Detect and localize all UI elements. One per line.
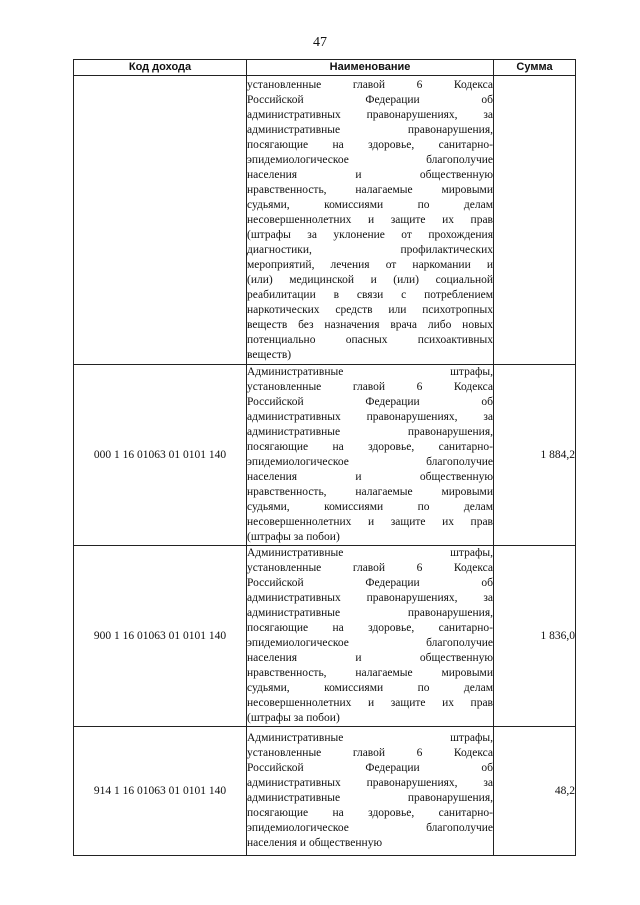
income-amount-cell: 48,2 <box>494 727 576 856</box>
income-amount-cell: 1 836,0 <box>494 546 576 727</box>
income-name-line: наркотических средств или психотропных <box>247 303 493 316</box>
income-name-line: несовершеннолетних и защите их прав <box>247 516 493 528</box>
income-table <box>73 59 576 856</box>
table-row <box>74 76 576 365</box>
income-name-line: населения и общественную <box>247 652 493 664</box>
income-name-line: (штрафы за уклонение от прохождения <box>247 228 493 241</box>
income-name-line: потенциально опасных психоактивных <box>247 333 493 346</box>
income-name-cell <box>247 76 494 365</box>
income-name-line: несовершеннолетних и защите их прав <box>247 213 493 226</box>
income-name-line: населения и общественную <box>247 168 493 181</box>
income-name-line: административных правонарушениях, за <box>247 592 493 604</box>
table-row <box>74 727 576 856</box>
income-amount-cell <box>494 76 576 365</box>
income-name-line: Российской Федерации об <box>247 93 493 106</box>
income-name-line: установленные главой 6 Кодекса <box>247 562 493 574</box>
income-name-line: судьями, комиссиями по делам <box>247 198 493 211</box>
income-name-line: (штрафы за побои) <box>247 531 340 543</box>
income-name-line: Административные штрафы, <box>247 366 493 378</box>
income-name-line: административных правонарушениях, за <box>247 777 493 789</box>
income-name-line: Административные штрафы, <box>247 732 493 744</box>
income-name-line: Российской Федерации об <box>247 577 493 589</box>
income-name-line: судьями, комиссиями по делам <box>247 682 493 694</box>
income-amount-cell: 1 884,2 <box>494 365 576 546</box>
income-name-line: административные правонарушения, <box>247 607 493 619</box>
income-name-line: нравственность, налагаемые мировыми <box>247 183 493 196</box>
income-name-line: установленные главой 6 Кодекса <box>247 747 493 759</box>
income-name-line: мероприятий, лечения от наркомании и <box>247 258 493 271</box>
income-code-cell: 000 1 16 01063 01 0101 140 <box>74 365 247 546</box>
page-number: 47 <box>313 35 327 50</box>
income-name-line: установленные главой 6 Кодекса <box>247 78 493 91</box>
income-name-line: посягающие на здоровье, санитарно- <box>247 622 493 634</box>
income-name-line: несовершеннолетних и защите их прав <box>247 697 493 709</box>
header-name: Наименование <box>247 60 494 76</box>
income-name-line: нравственность, налагаемые мировыми <box>247 667 493 679</box>
income-name-line: населения и общественную <box>247 471 493 483</box>
income-name-line: посягающие на здоровье, санитарно- <box>247 138 493 151</box>
income-name-line: эпидемиологическое благополучие <box>247 822 493 834</box>
income-name-line: населения и общественную <box>247 837 383 849</box>
table-row <box>74 546 576 727</box>
income-name-line: веществ без назначения врача либо новых <box>247 318 493 331</box>
income-name-line: административных правонарушениях, за <box>247 108 493 121</box>
income-name-line: посягающие на здоровье, санитарно- <box>247 807 493 819</box>
income-name-cell <box>247 546 494 727</box>
income-name-cell <box>247 727 494 856</box>
income-name-line: веществ) <box>247 348 292 361</box>
income-name-line: нравственность, налагаемые мировыми <box>247 486 493 498</box>
income-name-line: посягающие на здоровье, санитарно- <box>247 441 493 453</box>
income-name-line: Административные штрафы, <box>247 547 493 559</box>
income-name-line: судьями, комиссиями по делам <box>247 501 493 513</box>
income-name-line: административных правонарушениях, за <box>247 411 493 423</box>
table-header-row <box>74 60 576 76</box>
income-name-line: эпидемиологическое благополучие <box>247 153 493 166</box>
income-name-cell <box>247 365 494 546</box>
income-name-line: административные правонарушения, <box>247 426 493 438</box>
income-code-cell: 914 1 16 01063 01 0101 140 <box>74 727 247 856</box>
income-name-line: эпидемиологическое благополучие <box>247 456 493 468</box>
income-name-line: эпидемиологическое благополучие <box>247 637 493 649</box>
header-code: Код дохода <box>74 60 247 76</box>
table-row <box>74 365 576 546</box>
income-name-line: (штрафы за побои) <box>247 712 340 724</box>
header-amount: Сумма <box>494 60 576 76</box>
income-name-line: административные правонарушения, <box>247 792 493 804</box>
income-name-line: Российской Федерации об <box>247 396 493 408</box>
income-name-line: (или) медицинской и (или) социальной <box>247 273 493 286</box>
income-name-line: Российской Федерации об <box>247 762 493 774</box>
income-name-line: реабилитации в связи с потреблением <box>247 288 493 301</box>
income-name-line: диагностики, профилактических <box>247 243 493 256</box>
income-code-cell: 900 1 16 01063 01 0101 140 <box>74 546 247 727</box>
income-name-line: административные правонарушения, <box>247 123 493 136</box>
income-name-line: установленные главой 6 Кодекса <box>247 381 493 393</box>
income-code-cell <box>74 76 247 365</box>
